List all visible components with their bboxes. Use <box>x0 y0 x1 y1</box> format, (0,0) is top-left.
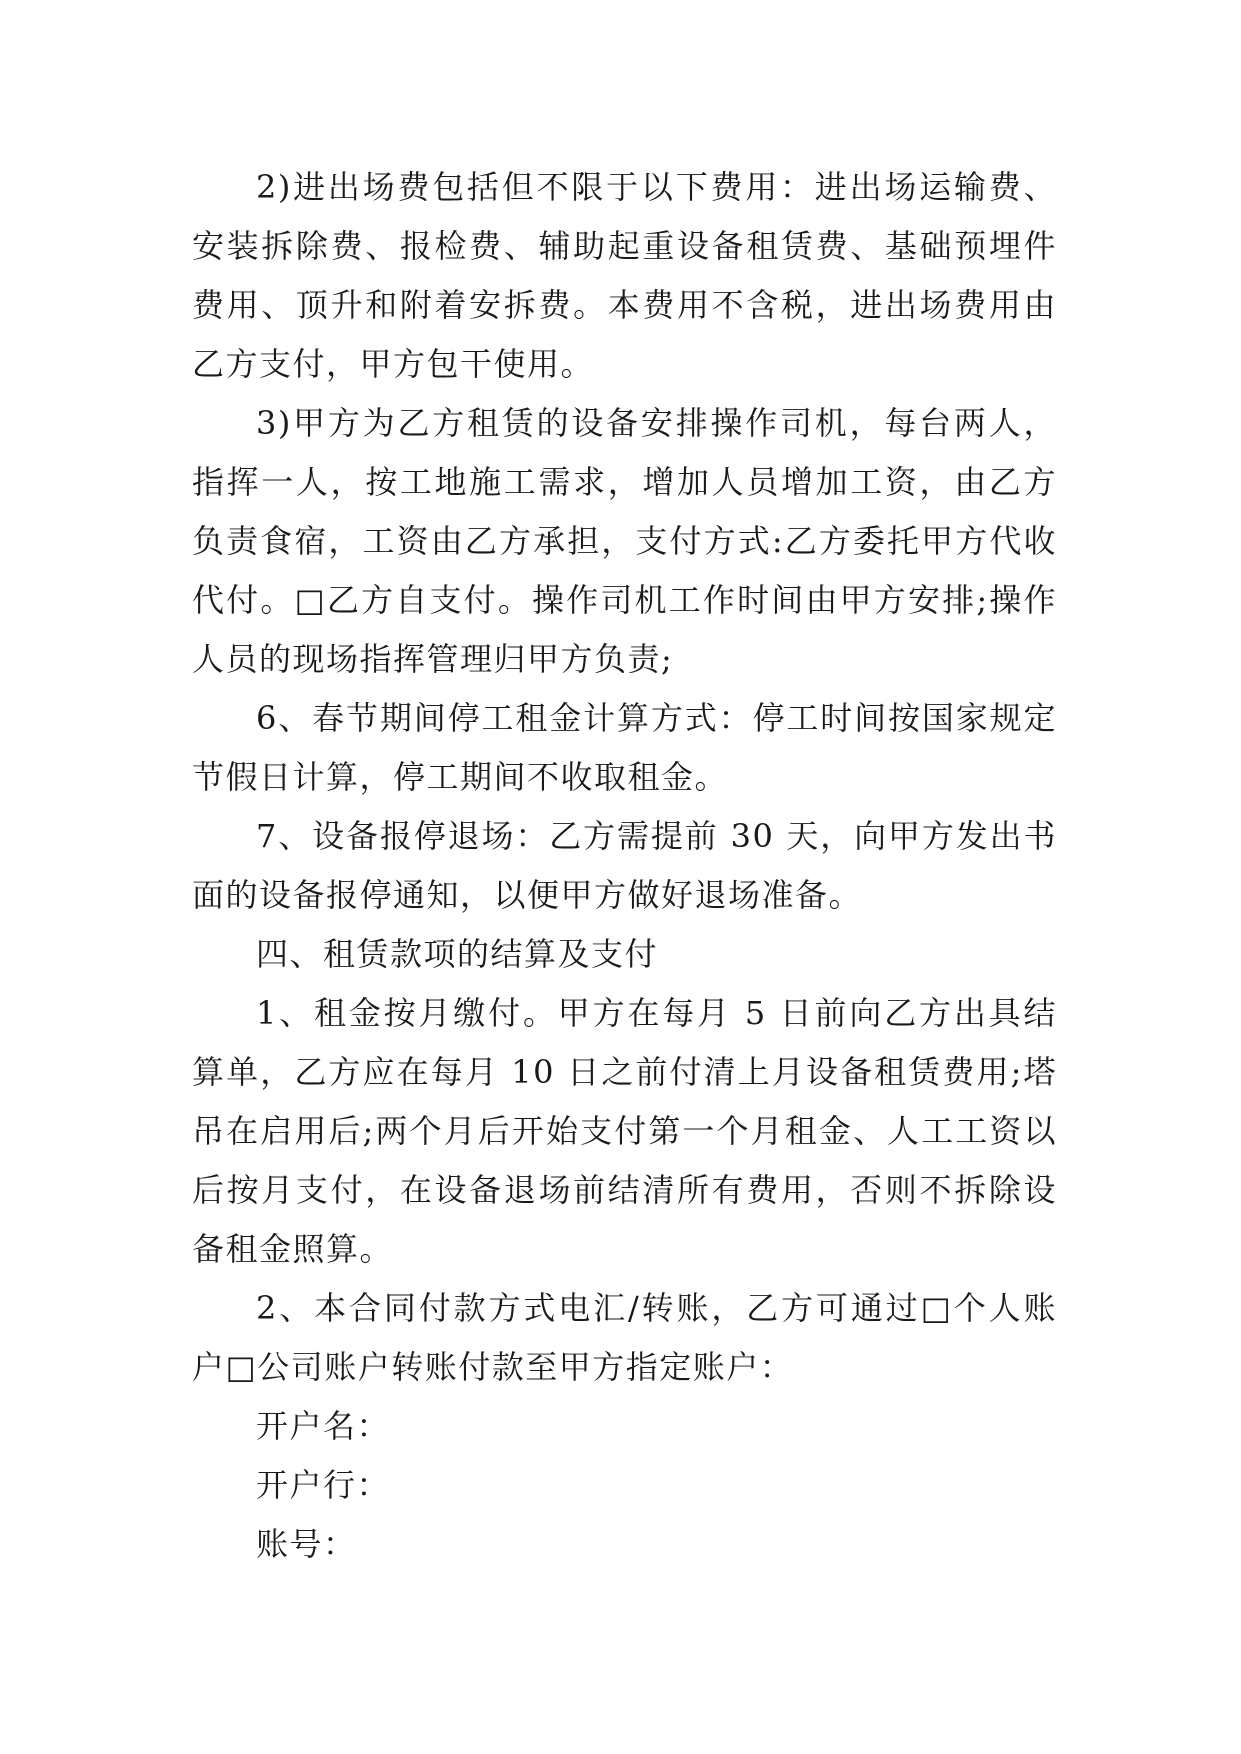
clause-payment-method: 2、本合同付款方式电汇/转账，乙方可通过□个人账户□公司账户转账付款至甲方指定账户： <box>192 1289 1057 1386</box>
account-name-label: 开户名： <box>256 1407 391 1445</box>
section-heading-settlement: 四、租赁款项的结算及支付 <box>256 935 659 973</box>
clause-spring-festival-rent: 6、春节期间停工租金计算方式：停工时间按国家规定节假日计算，停工期间不收取租金。 <box>192 699 1057 796</box>
clause-entry-exit-fees: 2)进出场费包括但不限于以下费用：进出场运输费、安装拆除费、报检费、辅助起重设备租赁费、基础预埋件费用、顶升和附着安拆费。本费用不含税，进出场费用由乙方支付，甲方包干使用。 <box>192 168 1057 383</box>
clause-monthly-rent-payment: 1、租金按月缴付。甲方在每月 5 日前向乙方出具结算单，乙方应在每月 10 日之前付清上月设备租赁费用;塔吊在启用后;两个月后开始支付第一个月租金、人工工资以后按月支付，在设备退场前结清所有费用，否则不拆除设备租金照算。 <box>192 994 1057 1268</box>
clause-operator-arrangement: 3)甲方为乙方租赁的设备安排操作司机，每台两人，指挥一人，按工地施工需求，增加人员增加工资，由乙方负责食宿，工资由乙方承担，支付方式:乙方委托甲方代收代付。□乙方自支付。操作司机工作时间由甲方安排;操作人员的现场指挥管理归甲方负责; <box>192 404 1057 678</box>
document-body <box>192 158 1057 1574</box>
clause-equipment-withdrawal: 7、设备报停退场：乙方需提前 30 天，向甲方发出书面的设备报停通知，以便甲方做好退场准备。 <box>192 817 1057 914</box>
account-number-label: 账号： <box>256 1525 357 1563</box>
bank-name-label: 开户行： <box>256 1466 391 1504</box>
